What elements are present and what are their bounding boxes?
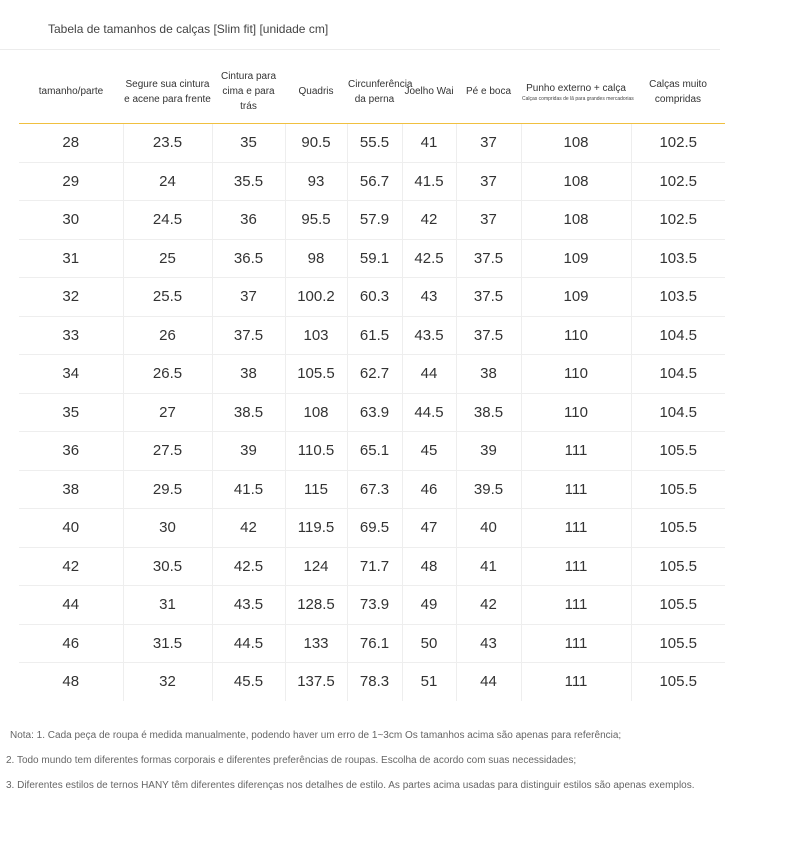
table-cell: 111 <box>521 547 631 586</box>
table-cell: 111 <box>521 663 631 701</box>
table-cell: 95.5 <box>285 201 347 240</box>
table-cell: 31 <box>123 586 212 625</box>
table-cell: 102.5 <box>631 162 725 201</box>
table-row <box>19 239 725 278</box>
table-cell: 110 <box>521 393 631 432</box>
table-cell: 51 <box>402 663 456 701</box>
header-row <box>19 60 725 124</box>
table-cell: 44.5 <box>402 393 456 432</box>
note-line: Nota: 1. Cada peça de roupa é medida manualmente, podendo haver um erro de 1~3cm Os tamanhos acima são apenas para referência; <box>10 730 622 741</box>
table-cell: 41 <box>456 547 521 586</box>
table-row <box>19 316 725 355</box>
table-cell: 25 <box>123 239 212 278</box>
table-cell: 23.5 <box>123 124 212 163</box>
header-front-rise: Segure sua cintura e acene para frente <box>123 60 212 124</box>
table-cell: 31.5 <box>123 624 212 663</box>
table-cell: 124 <box>285 547 347 586</box>
table-cell: 30.5 <box>123 547 212 586</box>
table-cell: 32 <box>19 278 123 317</box>
table-cell: 57.9 <box>347 201 402 240</box>
table-cell: 29 <box>19 162 123 201</box>
table-cell: 71.7 <box>347 547 402 586</box>
table-cell: 110 <box>521 316 631 355</box>
table-cell: 100.2 <box>285 278 347 317</box>
table-cell: 37.5 <box>456 278 521 317</box>
table-cell: 111 <box>521 624 631 663</box>
table-cell: 27 <box>123 393 212 432</box>
table-cell: 27.5 <box>123 432 212 471</box>
table-cell: 36 <box>212 201 285 240</box>
table-cell: 37 <box>212 278 285 317</box>
table-cell: 105.5 <box>631 432 725 471</box>
table-cell: 40 <box>19 509 123 548</box>
table-cell: 63.9 <box>347 393 402 432</box>
table-cell: 105.5 <box>631 509 725 548</box>
table-cell: 119.5 <box>285 509 347 548</box>
table-row <box>19 624 725 663</box>
table-cell: 39.5 <box>456 470 521 509</box>
table-cell: 41 <box>402 124 456 163</box>
table-cell: 111 <box>521 470 631 509</box>
table-cell: 78.3 <box>347 663 402 701</box>
table-cell: 103 <box>285 316 347 355</box>
table-cell: 76.1 <box>347 624 402 663</box>
table-cell: 110.5 <box>285 432 347 471</box>
table-cell: 105.5 <box>631 547 725 586</box>
table-cell: 39 <box>212 432 285 471</box>
note-line: 3. Diferentes estilos de ternos HANY têm diferentes diferenças nos detalhes de estilo. As partes acima usadas para distinguir estilos são apenas exemplos. <box>6 780 695 791</box>
table-row <box>19 432 725 471</box>
header-thigh: Circunferência da perna <box>347 60 402 124</box>
table-cell: 102.5 <box>631 201 725 240</box>
table-cell: 48 <box>62 673 80 691</box>
table-cell: 104.5 <box>631 316 725 355</box>
table-cell: 105.5 <box>631 586 725 625</box>
table-cell: 48 <box>402 547 456 586</box>
table-cell: 44 <box>456 663 521 701</box>
table-cell: 37.5 <box>456 316 521 355</box>
table-cell: 28 <box>19 124 123 163</box>
table-cell: 32 <box>123 663 212 701</box>
table-cell: 108 <box>521 162 631 201</box>
table-cell: 44 <box>402 355 456 394</box>
header-outseam-note: Calças compridas de lã para grandes mercadorias <box>522 95 634 102</box>
table-cell: 62.7 <box>347 355 402 394</box>
table-cell: 36 <box>19 432 123 471</box>
table-cell: 34 <box>19 355 123 394</box>
table-cell: 43.5 <box>402 316 456 355</box>
table-row <box>19 124 725 163</box>
table-cell: 37.5 <box>212 316 285 355</box>
table-cell: 47 <box>402 509 456 548</box>
header-knee: Joelho Wai <box>402 60 456 124</box>
table-row <box>19 162 725 201</box>
table-body <box>19 124 725 701</box>
title-divider <box>0 49 720 50</box>
table-row <box>19 393 725 432</box>
table-row <box>19 201 725 240</box>
table-row <box>19 586 725 625</box>
table-cell: 45.5 <box>212 663 285 701</box>
table-cell: 37 <box>456 124 521 163</box>
table-cell: 111 <box>521 432 631 471</box>
table-cell: 37 <box>456 162 521 201</box>
table-row <box>19 470 725 509</box>
table-cell: 45 <box>402 432 456 471</box>
header-outseam: Punho externo + calça Calças compridas de lã para grandes mercadorias <box>521 60 631 124</box>
table-cell: 105.5 <box>631 663 725 701</box>
table-cell: 105.5 <box>285 355 347 394</box>
table-cell: 35 <box>19 393 123 432</box>
table-cell: 38 <box>456 355 521 394</box>
table-cell: 38 <box>212 355 285 394</box>
table-cell: 39 <box>456 432 521 471</box>
table-cell: 44 <box>19 586 123 625</box>
table-cell: 50 <box>402 624 456 663</box>
table-cell: 60.3 <box>347 278 402 317</box>
table-cell: 42 <box>402 201 456 240</box>
table-cell: 104.5 <box>631 355 725 394</box>
size-chart-title: Tabela de tamanhos de calças [Slim fit] [unidade cm] <box>48 22 329 36</box>
table-cell: 40 <box>456 509 521 548</box>
table-cell: 43 <box>456 624 521 663</box>
header-size: tamanho/parte <box>19 60 123 124</box>
table-row <box>19 509 725 548</box>
header-hips: Quadris <box>285 60 347 124</box>
table-cell: 24.5 <box>123 201 212 240</box>
table-cell: 93 <box>285 162 347 201</box>
table-row <box>19 663 725 701</box>
table-cell: 109 <box>521 239 631 278</box>
table-cell: 133 <box>285 624 347 663</box>
table-cell: 61.5 <box>347 316 402 355</box>
table-cell: 108 <box>521 201 631 240</box>
table-cell: 33 <box>19 316 123 355</box>
table-cell: 109 <box>521 278 631 317</box>
table-cell: 29.5 <box>123 470 212 509</box>
table-cell: 115 <box>285 470 347 509</box>
table-cell: 69.5 <box>347 509 402 548</box>
table-cell: 35.5 <box>212 162 285 201</box>
table-cell: 46 <box>402 470 456 509</box>
table-cell: 31 <box>19 239 123 278</box>
table-row <box>19 547 725 586</box>
table-cell: 24 <box>123 162 212 201</box>
table-cell: 42 <box>456 586 521 625</box>
table-cell: 37.5 <box>456 239 521 278</box>
table-cell: 41.5 <box>212 470 285 509</box>
table-cell: 37 <box>456 201 521 240</box>
table-cell: 42.5 <box>402 239 456 278</box>
table-cell: 46 <box>19 624 123 663</box>
table-cell: 59.1 <box>347 239 402 278</box>
table-cell: 98 <box>285 239 347 278</box>
note-line: 2. Todo mundo tem diferentes formas corporais e diferentes preferências de roupas. Escolha de acordo com suas necessidades; <box>6 755 577 766</box>
table-row <box>19 278 725 317</box>
table-cell: 43 <box>402 278 456 317</box>
table-cell: 25.5 <box>123 278 212 317</box>
table-cell: 90.5 <box>285 124 347 163</box>
table-cell: 73.9 <box>347 586 402 625</box>
table-cell: 30 <box>123 509 212 548</box>
table-cell: 56.7 <box>347 162 402 201</box>
table-cell: 103.5 <box>631 278 725 317</box>
table-cell: 67.3 <box>347 470 402 509</box>
table-cell: 42.5 <box>212 547 285 586</box>
table-cell: 41.5 <box>402 162 456 201</box>
table-cell: 105.5 <box>631 470 725 509</box>
table-cell: 137.5 <box>285 663 347 701</box>
table-cell: 108 <box>285 393 347 432</box>
table-cell: 44.5 <box>212 624 285 663</box>
table-cell: 111 <box>521 586 631 625</box>
table-cell: 128.5 <box>285 586 347 625</box>
table-cell: 65.1 <box>347 432 402 471</box>
table-cell: 42 <box>19 547 123 586</box>
table-cell: 36.5 <box>212 239 285 278</box>
table-cell: 111 <box>521 509 631 548</box>
table-cell: 49 <box>402 586 456 625</box>
table-cell: 38 <box>19 470 123 509</box>
table-cell: 102.5 <box>631 124 725 163</box>
table-cell: 43.5 <box>212 586 285 625</box>
notes <box>6 728 695 803</box>
table-cell: 26 <box>123 316 212 355</box>
table-cell: 26.5 <box>123 355 212 394</box>
header-leg-opening: Pé e boca <box>456 60 521 124</box>
table-cell: 55.5 <box>347 124 402 163</box>
header-long-length: Calças muito compridas <box>631 60 725 124</box>
table-cell: 103.5 <box>631 239 725 278</box>
table-row <box>19 355 725 394</box>
table-cell: 30 <box>19 201 123 240</box>
table-cell: 108 <box>521 124 631 163</box>
table-cell: 35 <box>212 124 285 163</box>
table-cell: 110 <box>521 355 631 394</box>
header-back-rise: Cintura para cima e para trás <box>212 60 285 124</box>
table-cell: 104.5 <box>631 393 725 432</box>
table-cell: 38.5 <box>212 393 285 432</box>
size-table <box>19 60 725 701</box>
table-cell: 38.5 <box>456 393 521 432</box>
table-cell: 105.5 <box>631 624 725 663</box>
table-cell: 42 <box>212 509 285 548</box>
